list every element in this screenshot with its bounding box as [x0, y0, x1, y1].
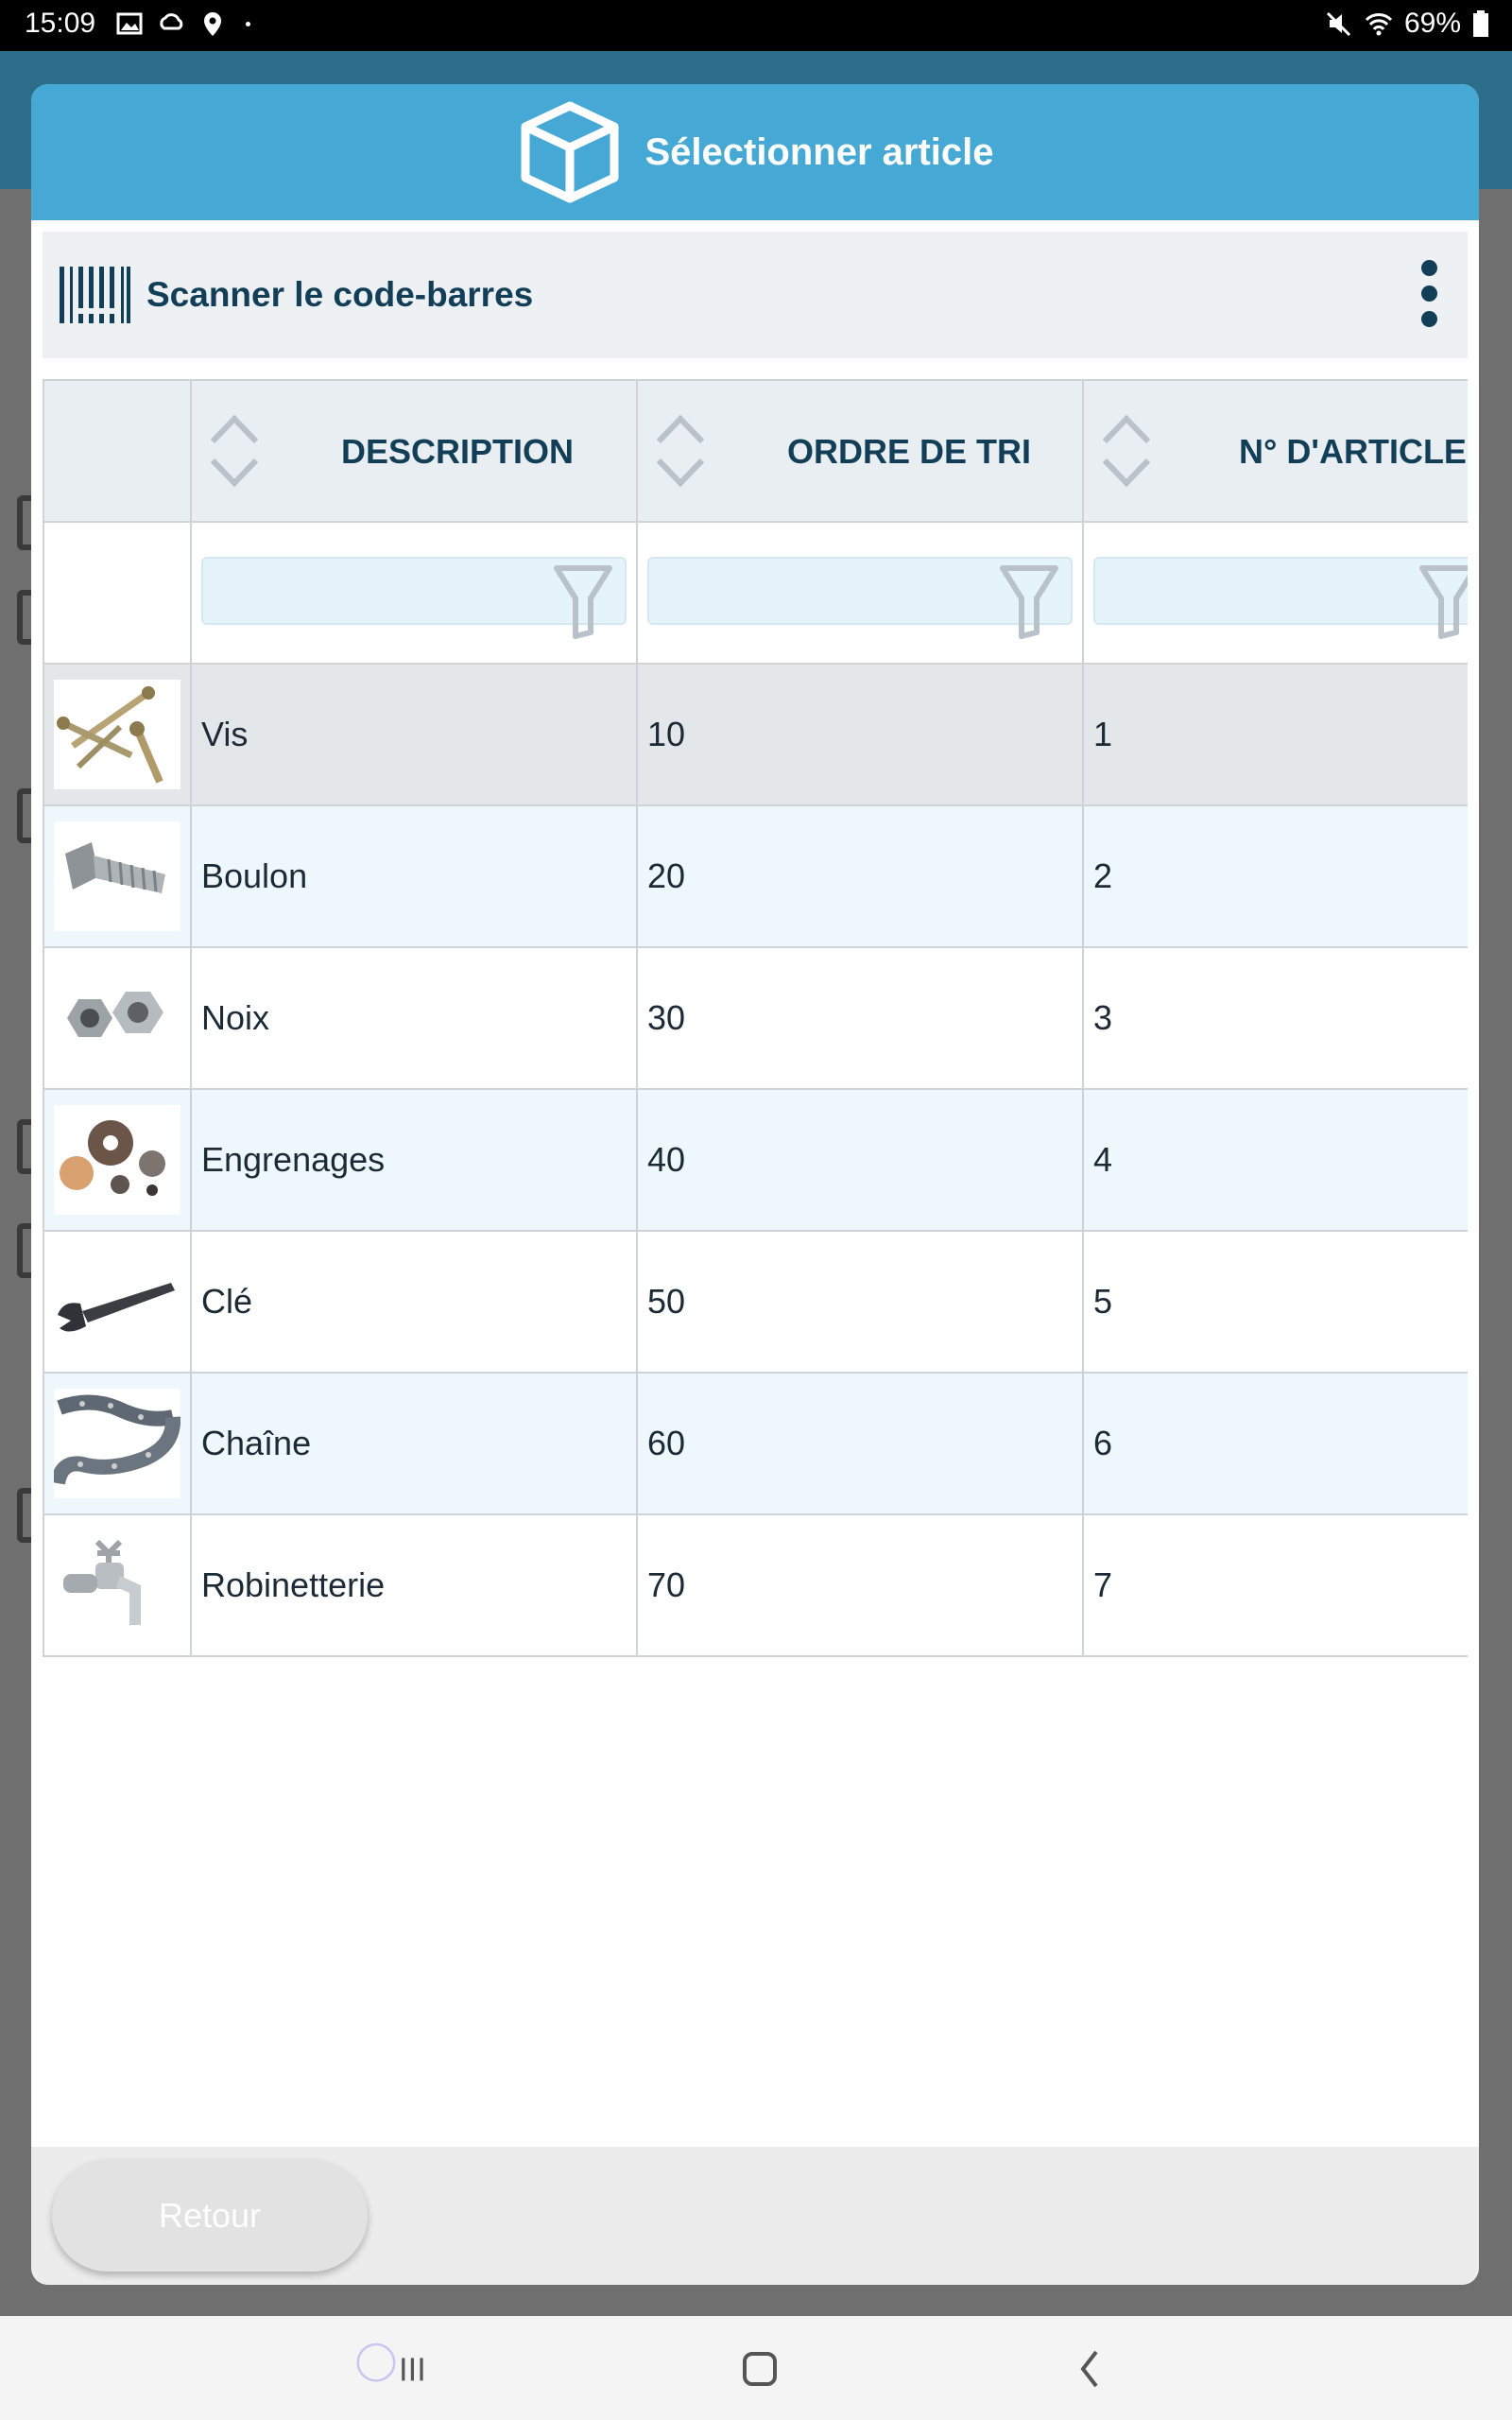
article-number-filter-input[interactable] — [1093, 557, 1468, 625]
row-description: Chaîne — [191, 1373, 637, 1514]
row-thumbnail — [43, 664, 191, 805]
table-row[interactable] — [43, 1231, 1468, 1373]
table-row[interactable] — [43, 1089, 1468, 1231]
column-label: DESCRIPTION — [341, 432, 575, 471]
row-thumbnail — [43, 805, 191, 947]
image-column-header — [43, 380, 191, 522]
filter-icon[interactable] — [553, 564, 613, 640]
column-header-description[interactable] — [191, 380, 637, 522]
sort-icon[interactable] — [651, 409, 710, 493]
cloud-sync-icon — [157, 9, 185, 38]
chain-image — [54, 1389, 180, 1498]
faucet-image — [54, 1530, 180, 1640]
row-description: Noix — [191, 947, 637, 1089]
row-article-number: 2 — [1083, 805, 1468, 947]
row-thumbnail — [43, 1089, 191, 1231]
filter-cell — [191, 522, 637, 664]
barcode-icon — [58, 265, 131, 325]
row-article-number: 4 — [1083, 1089, 1468, 1231]
select-article-dialog — [31, 84, 1479, 2285]
battery-percent: 69% — [1403, 8, 1461, 39]
row-description: Clé — [191, 1231, 637, 1373]
sort-icon[interactable] — [205, 409, 264, 493]
recent-apps-icon[interactable] — [353, 2339, 429, 2395]
more-options-icon[interactable] — [1417, 260, 1441, 336]
row-sort-order: 20 — [637, 805, 1083, 947]
filter-spacer — [43, 522, 191, 664]
dialog-title: Sélectionner article — [644, 130, 994, 173]
home-icon[interactable] — [722, 2339, 798, 2395]
table-row[interactable] — [43, 664, 1468, 805]
column-header-article-number[interactable] — [1083, 380, 1468, 522]
wrench-image — [54, 1247, 180, 1357]
row-article-number: 6 — [1083, 1373, 1468, 1514]
row-description: Boulon — [191, 805, 637, 947]
row-sort-order: 60 — [637, 1373, 1083, 1514]
description-filter-input[interactable] — [201, 557, 627, 625]
mute-icon — [1325, 9, 1353, 38]
status-bar — [0, 0, 1512, 51]
row-article-number: 3 — [1083, 947, 1468, 1089]
row-article-number: 7 — [1083, 1514, 1468, 1656]
table-row[interactable] — [43, 1373, 1468, 1514]
row-sort-order: 70 — [637, 1514, 1083, 1656]
dialog-footer — [31, 2147, 1479, 2285]
row-description: Engrenages — [191, 1089, 637, 1231]
column-label: N° D'ARTICLE — [1239, 432, 1467, 471]
column-label: ORDRE DE TRI — [787, 432, 1032, 471]
row-article-number: 5 — [1083, 1231, 1468, 1373]
scan-barcode-bar[interactable] — [43, 232, 1468, 358]
row-description: Robinetterie — [191, 1514, 637, 1656]
filter-icon[interactable] — [1418, 564, 1468, 640]
table-row[interactable] — [43, 947, 1468, 1089]
sort-order-filter-input[interactable] — [647, 557, 1073, 625]
row-sort-order: 10 — [637, 664, 1083, 805]
column-header-sort-order[interactable] — [637, 380, 1083, 522]
wifi-icon — [1365, 9, 1393, 38]
gallery-icon — [115, 9, 144, 38]
dialog-header — [31, 84, 1479, 220]
table-row[interactable] — [43, 1514, 1468, 1656]
table-header-row — [43, 380, 1468, 522]
filter-row — [43, 522, 1468, 664]
row-sort-order: 50 — [637, 1231, 1083, 1373]
table-row[interactable] — [43, 805, 1468, 947]
row-sort-order: 30 — [637, 947, 1083, 1089]
bolt-image — [54, 821, 180, 931]
battery-icon — [1472, 9, 1489, 38]
nuts-image — [54, 963, 180, 1073]
sort-icon[interactable] — [1097, 409, 1156, 493]
row-sort-order: 40 — [637, 1089, 1083, 1231]
filter-icon[interactable] — [999, 564, 1059, 640]
system-nav-bar — [0, 2316, 1512, 2420]
screws-image — [54, 680, 180, 789]
row-article-number: 1 — [1083, 664, 1468, 805]
back-icon[interactable] — [1053, 2339, 1128, 2395]
article-table — [43, 379, 1468, 1738]
gears-image — [54, 1105, 180, 1215]
box-icon — [516, 98, 624, 206]
scan-barcode-label: Scanner le code-barres — [146, 275, 534, 314]
row-thumbnail — [43, 1373, 191, 1514]
row-thumbnail — [43, 1231, 191, 1373]
filter-cell — [1083, 522, 1468, 664]
back-button[interactable]: Retour — [52, 2160, 368, 2272]
filter-cell — [637, 522, 1083, 664]
dot-icon — [246, 22, 250, 26]
row-description: Vis — [191, 664, 637, 805]
row-thumbnail — [43, 1514, 191, 1656]
row-thumbnail — [43, 947, 191, 1089]
status-time: 15:09 — [25, 8, 96, 39]
location-icon — [198, 9, 227, 38]
